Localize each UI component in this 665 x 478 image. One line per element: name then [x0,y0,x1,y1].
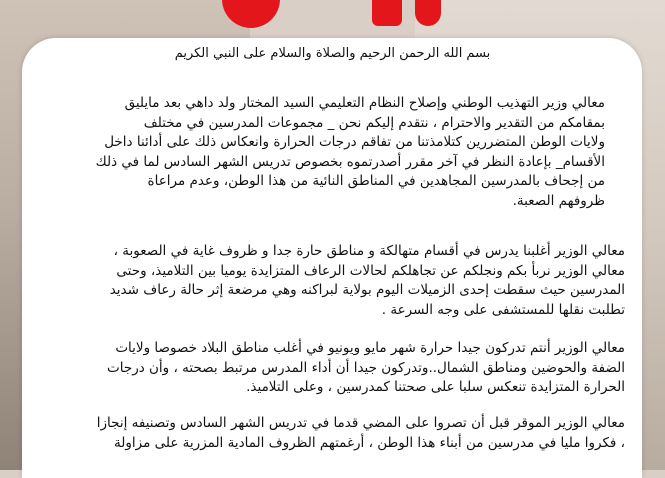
text-line: من إجحاف بالمدرسين المجاهدين في المناطق النائية من هذا الوطن، وعدم مراعاة [147,173,605,189]
greeting-line: بسم الله الرحمن الرحيم والصلاة والسلام على النبي الكريم [174,46,491,61]
text-line: ، فكروا مليا في مدرسين من أبناء هذا الوطن ، أرغمتهم الظروف المادية المزرية على مزاولة [114,434,625,451]
paragraph-3 [30,339,625,398]
text-line: المدرسين حيث سقطت إحدى الزميلات اليوم بولاية لبراكنه وهي مرضعة إثر حالة رعاف شديد [109,282,625,298]
text-line: معالي الوزير أنتم تدركون جيدا حرارة شهر مايو ويونيو في أغلب مناطق البلاد خصوصا ولايات [115,340,625,356]
text-line: معالي الوزير الموقر قبل أن تصروا على المضي قدما في تدريس الشهر السادس وتصنيفه إنجازا [96,415,625,431]
text-line: تطلبت نقلها للمستشفى على وجه السرعة . [381,301,625,318]
text-line: بمقامكم من التقدير والاحترام ، نتقدم إليكم نحن _ مجموعات المدرسين في مختلف [143,114,605,131]
text-line: ولايات الوطن المتضررين كتلامذتنا من تفاقم درجات الحرارة وانعكاس ذلك على أدائنا داخل [104,134,605,150]
text-line: الضفة والحوضين ومناطق الشمال..وتدركون جيدا أن أداء المدرس مرتبط بصحته ، وأن درجات [107,359,625,376]
text-line: ظروفهم الصعبة. [512,192,605,209]
paragraph-4 [30,414,625,453]
text-line: الأقسام_ بإعادة النظر في آخر مقرر أصدرتموه بخصوص تدريس الشهر السادس لما في ذلك [95,153,605,170]
text-line: الحرارة المتزايدة تنعكس سلبا على صحتنا كمدرسين ، وعلى التلاميذ. [246,379,625,395]
paragraph-1 [30,94,605,211]
red-logo-shape [372,0,402,26]
paragraph-2 [30,242,625,320]
red-logo-shape [415,0,441,26]
text-line: معالي الوزير أغلبنا يدرس في أقسام متهالكة و مناطق حارة جدا و ظروف غاية في الصعوبة ، [113,243,625,259]
text-line: معالي وزير التهذيب الوطني وإصلاح النظام التعليمي السيد المختار ولد داهي بعد مايليق [124,95,605,111]
text-line: معالي الوزير نربأ بكم ونجلكم عن تجاهلكم لحالات الرعاف المتزايدة يوميا بين التلاميذ، وحتى [116,262,625,279]
